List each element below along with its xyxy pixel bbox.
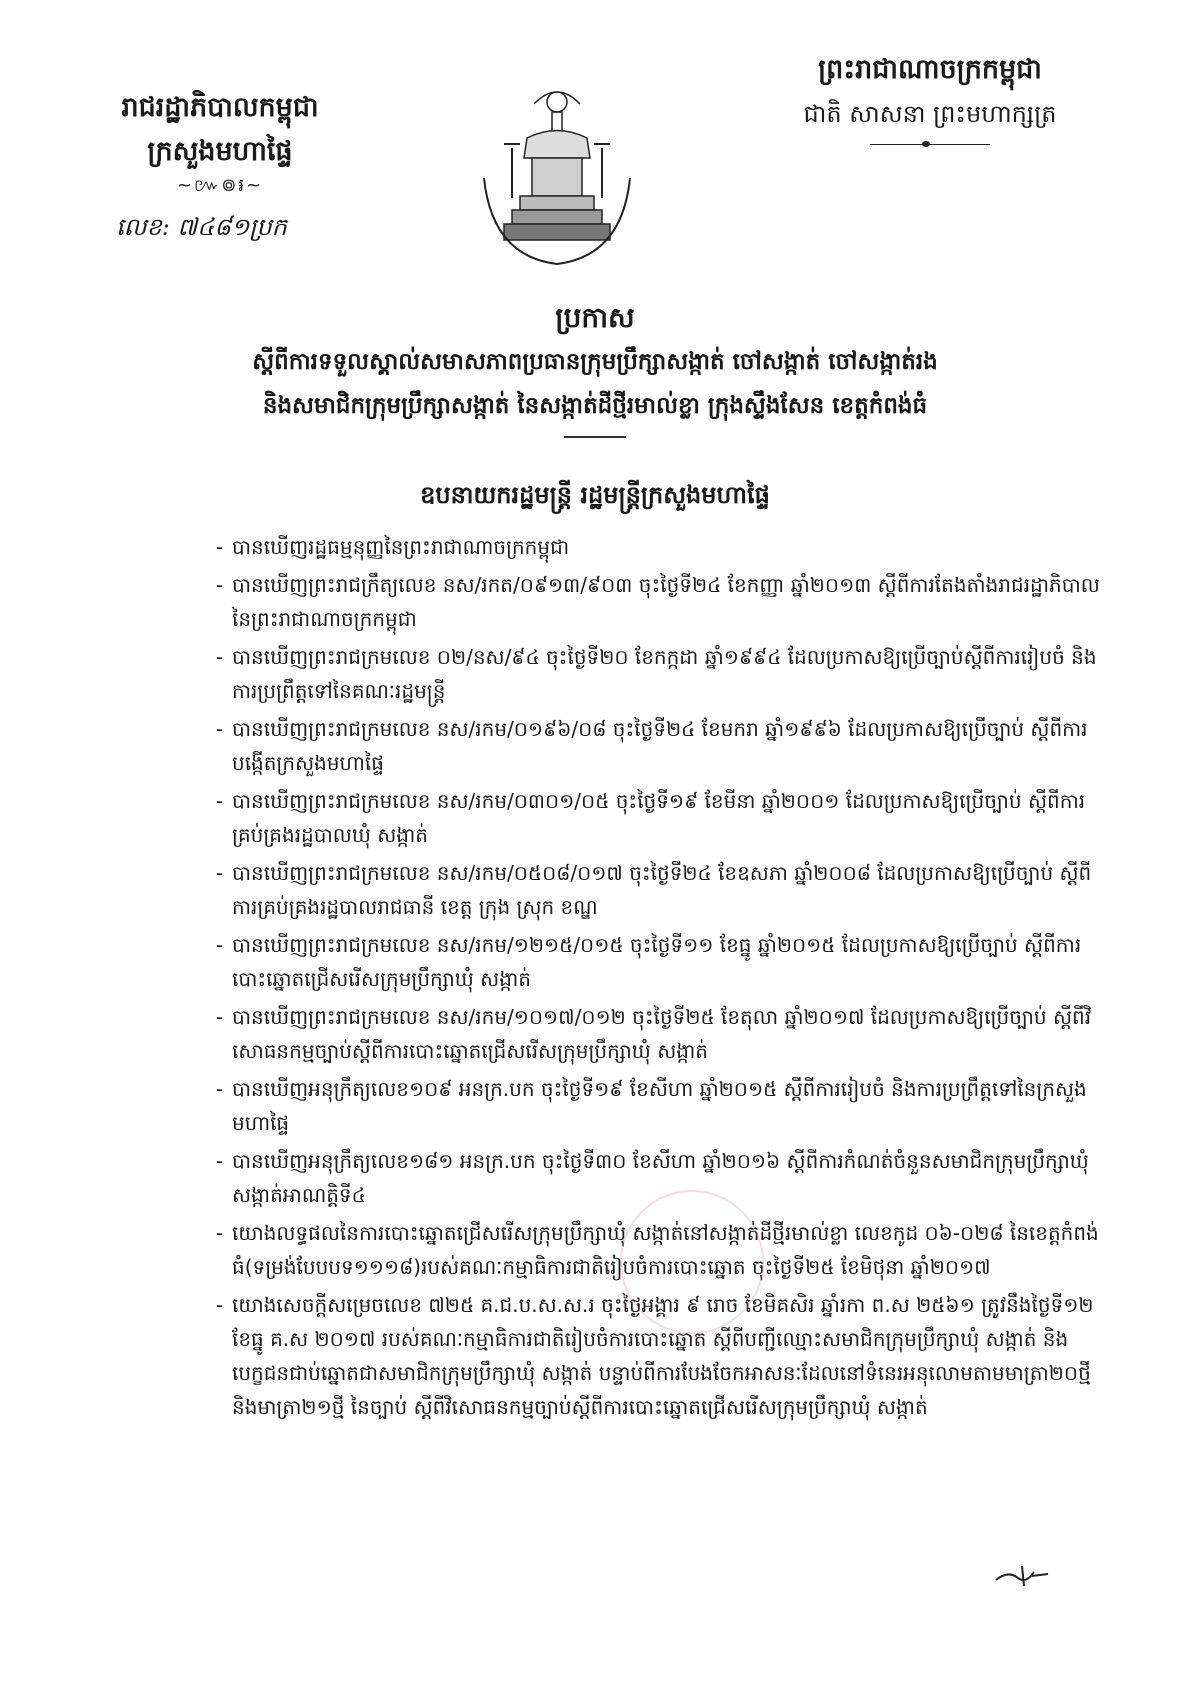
consideration-item: - បានឃើញអនុក្រឹត្យលេខ១៨១ អនក្រ.បក ចុះថ្ងៃទី៣០ ខែសីហា ឆ្នាំ២០១៦ ស្តីពីការកំណត់ចំនួនសមាជិកក្រុមប្រឹក្សាឃុំ សង្កាត់អាណត្តិទី៤ [232,1144,1102,1212]
issuing-authority: ឧបនាយករដ្ឋមន្ត្រី រដ្ឋមន្ត្រីក្រសួងមហាផ្ទៃ [420,481,770,509]
motto-divider [870,144,990,145]
national-motto: ជាតិ សាសនា ព្រះមហាក្សត្រ [803,100,1057,128]
proclamation-title [120,296,1070,438]
consideration-item: - បានឃើញព្រះរាជក្រមលេខ នស/រកម/១០១៧/០១២ ចុះថ្ងៃទី២៥ ខែតុលា ឆ្នាំ២០១៧ ដែលប្រកាសឱ្យប្រើច្បាប់ ស្តីពីវិសោធនកម្មច្បាប់ស្តីពីការបោះឆ្នោតជ្រើសរើសក្រុមប្រឹក្សាឃុំ សង្កាត់ [232,1000,1102,1068]
faded-stamp [620,1190,764,1334]
title-divider [564,436,626,438]
reference-label: លេខ: [116,213,178,241]
title-main: ប្រកាស [555,301,635,334]
ministry-header [90,86,350,198]
title-line-1: ស្តីពីការទទួលស្គាល់សមាសភាពប្រធានក្រុមប្រឹក្សាសង្កាត់ ចៅសង្កាត់ ចៅសង្កាត់រង [252,349,938,375]
reference-number [116,212,287,247]
consideration-item: - បានឃើញព្រះរាជក្រមលេខ នស/រកម/០១៩៦/០៨ ចុះថ្ងៃទី២៤ ខែមករា ឆ្នាំ១៩៩៦ ដែលប្រកាសឱ្យប្រើច្បាប់ ស្តីពីការបង្កើតក្រសួងមហាផ្ទៃ [232,712,1102,780]
initial-mark-icon [994,1562,1050,1588]
consideration-item: - យោងសេចក្តីសម្រេចលេខ ៧២៥ គ.ជ.ប.ស.ស.រ ចុះថ្ងៃអង្គារ ៩ រោច ខែមិគសិរ ឆ្នាំរកា ព.ស ២៥៦១ ត្រូវនឹងថ្ងៃទី១២ ខែធ្នូ គ.ស ២០១៧ របស់គណៈកម្មាធិការជាតិរៀបចំការបោះឆ្នោត ស្តីពីបញ្ជីឈ្មោះសមាជិកក្រុមប្រឹក្សាឃុំ សង្កាត់ និងបេក្ខជនជាប់ឆ្នោតជាសមាជិកក្រុមប្រឹក្សាឃុំ សង្កាត់ បន្ទាប់ពីការបែងចែកអាសនៈដែលនៅទំនេរអនុលោមតាមមាត្រា២០ថ្មី និងមាត្រា២១ថ្មី នៃច្បាប់ ស្តីពីវិសោធនកម្មច្បាប់ស្តីពីការបោះឆ្នោតជ្រើសរើសក្រុមប្រឹក្សាឃុំ សង្កាត់ [232,1288,1102,1424]
consideration-item: - បានឃើញព្រះរាជក្រមលេខ នស/រកម/១២១៥/០១៥ ចុះថ្ងៃទី១១ ខែធ្នូ ឆ្នាំ២០១៥ ដែលប្រកាសឱ្យប្រើច្បាប់ ស្តីពីការបោះឆ្នោតជ្រើសរើសក្រុមប្រឹក្សាឃុំ សង្កាត់ [232,928,1102,996]
reference-value: ៧៤៨១ប្រក [177,213,287,241]
consideration-item: - បានឃើញរដ្ឋធម្មនុញ្ញនៃព្រះរាជាណាចក្រកម្ពុជា [232,530,1102,564]
title-line-2: និងសមាជិកក្រុមប្រឹក្សាសង្កាត់ នៃសង្កាត់ដីថ្មីរមាល់ខ្លា ក្រុងស្ទឹងសែន ខេត្តកំពង់ធំ [262,393,928,419]
kingdom-header [760,48,1100,145]
consideration-item: - បានឃើញព្រះរាជក្រមលេខ ០២/នស/៩៤ ចុះថ្ងៃទី២០ ខែកក្កដា ឆ្នាំ១៩៩៤ ដែលប្រកាសឱ្យប្រើច្បាប់ស្តីពីការរៀបចំ និងការប្រព្រឹត្តទៅនៃគណៈរដ្ឋមន្ត្រី [232,640,1102,708]
consideration-item: - យោងលទ្ធផលនៃការបោះឆ្នោតជ្រើសរើសក្រុមប្រឹក្សាឃុំ សង្កាត់នៅសង្កាត់ដីថ្មីរមាល់ខ្លា លេខកូដ ០៦-០២៨ នៃខេត្តកំពង់ធំ(ទម្រង់បែបបទ១១១៨)របស់គណៈកម្មាធិការជាតិរៀបចំការបោះឆ្នោត ចុះថ្ងៃទី២៥ ខែមិថុនា ឆ្នាំ២០១៧ [232,1216,1102,1284]
ministry-name: ក្រសួងមហាផ្ទៃ [147,136,293,167]
kingdom-name: ព្រះរាជាណាចក្រកម្ពុជា [818,54,1042,85]
consideration-item: - បានឃើញព្រះរាជក្រឹត្យលេខ នស/រកត/០៩១៣/៩០៣ ចុះថ្ងៃទី២៤ ខែកញ្ញា ឆ្នាំ២០១៣ ស្តីពីការតែងតាំងរាជរដ្ឋាភិបាលនៃព្រះរាជាណាចក្រកម្ពុជា [232,568,1102,636]
consideration-item: - បានឃើញអនុក្រឹត្យលេខ១០៩ អនក្រ.បក ចុះថ្ងៃទី១៩ ខែសីហា ឆ្នាំ២០១៥ ស្តីពីការរៀបចំ និងការប្រព្រឹត្តទៅនៃក្រសួងមហាផ្ទៃ [232,1072,1102,1140]
consideration-item: - បានឃើញព្រះរាជក្រមលេខ នស/រកម/០៥០៨/០១៧ ចុះថ្ងៃទី២៤ ខែឧសភា ឆ្នាំ២០០៨ ដែលប្រកាសឱ្យប្រើច្បាប់ ស្តីពីការគ្រប់គ្រងរដ្ឋបាលរាជធានី ខេត្ត ក្រុង ស្រុក ខណ្ឌ [232,856,1102,924]
government-name: រាជរដ្ឋាភិបាលកម្ពុជា [121,92,319,123]
consideration-item: - បានឃើញព្រះរាជក្រមលេខ នស/រកម/០៣០១/០៥ ចុះថ្ងៃទី១៩ ខែមីនា ឆ្នាំ២០០១ ដែលប្រកាសឱ្យប្រើច្បាប់ ស្តីពីការគ្រប់គ្រងរដ្ឋបាលឃុំ សង្កាត់ [232,784,1102,852]
royal-emblem-icon [472,78,642,268]
header-ornament: ~៚៙៛~ [176,175,264,196]
